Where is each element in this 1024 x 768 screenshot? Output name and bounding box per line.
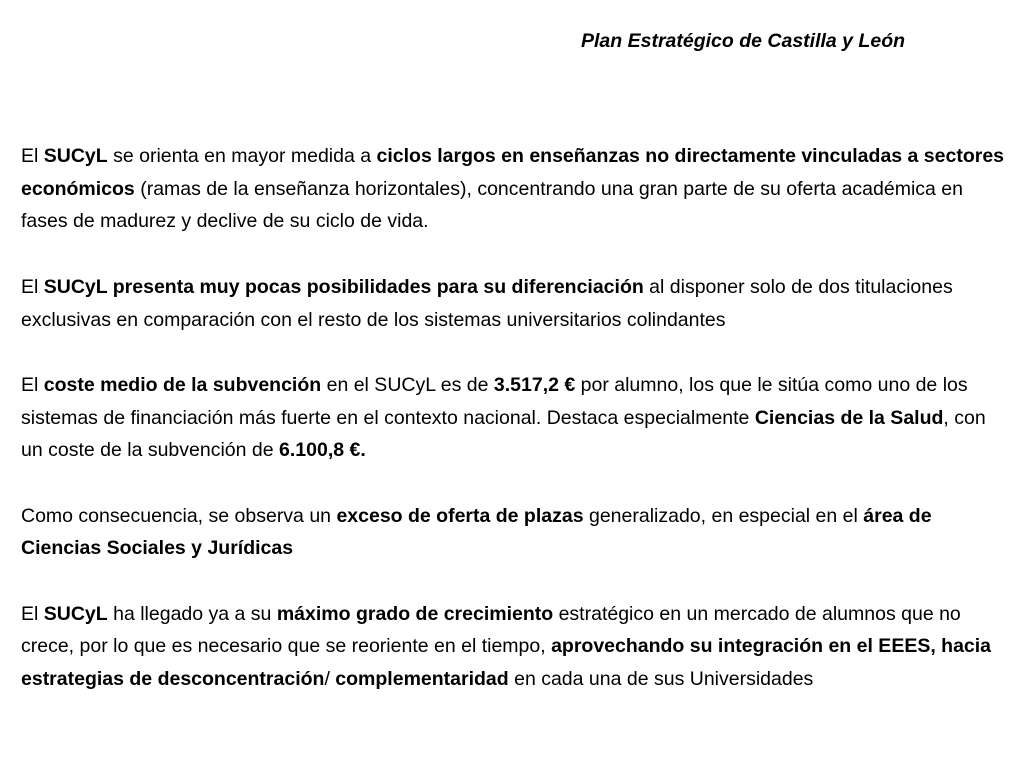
bold-text-run: exceso de oferta de plazas xyxy=(336,504,584,527)
bold-text-run: ciclos largos en enseñanzas no directamente vinculadas a sectores económicos xyxy=(21,145,1005,200)
text-run: Como consecuencia, se observa un xyxy=(21,504,337,527)
paragraph-growth xyxy=(21,598,1011,696)
document-body xyxy=(21,140,1011,696)
paragraph-sucyl-orientation xyxy=(21,140,1011,238)
text-run: por alumno, los que le sitúa como uno de los sistemas de financiación más fuerte en el contexto nacional. Destaca especialmente xyxy=(21,373,968,429)
text-run: ha llegado ya a su xyxy=(107,602,277,625)
paragraph-subsidy-cost xyxy=(21,369,1011,467)
bold-text-run: 6.100,8 €. xyxy=(279,439,366,462)
bold-text-run: aprovechando su integración en el EEES, hacia estrategias de desconcentración xyxy=(21,635,992,691)
text-run: , con un coste de la subvención de xyxy=(21,406,986,462)
text-run: (ramas de la enseñanza horizontales), concentrando una gran parte de su oferta académica en fases de madurez y declive de su ciclo de vida. xyxy=(21,177,963,233)
bold-text-run: SUCyL xyxy=(43,145,108,167)
page-header-title: Plan Estratégico de Castilla y León xyxy=(581,30,906,52)
text-run: El xyxy=(21,275,44,298)
paragraph-differentiation xyxy=(21,271,1011,336)
text-run: / xyxy=(324,668,336,691)
text-run: en cada una de sus Universidades xyxy=(508,668,814,691)
text-run: en el SUCyL es de xyxy=(321,373,494,396)
bold-text-run: complementaridad xyxy=(335,668,509,691)
text-run: al disponer solo de dos titulaciones exclusivas en comparación con el resto de los sistemas universitarios colindantes xyxy=(21,275,953,331)
text-run: El xyxy=(21,145,44,167)
bold-text-run: área de Ciencias Sociales y Jurídicas xyxy=(21,504,932,560)
text-run: estratégico en un mercado de alumnos que no crece, por lo que es necesario que se reoriente en el tiempo, xyxy=(21,602,961,658)
bold-text-run: Ciencias de la Salud xyxy=(754,406,944,429)
text-run: El xyxy=(21,602,44,625)
bold-text-run: 3.517,2 € xyxy=(493,373,576,396)
bold-text-run: máximo grado de crecimiento xyxy=(276,602,554,625)
bold-text-run: coste medio de la subvención xyxy=(43,373,322,396)
paragraph-excess-offer xyxy=(21,500,1011,565)
text-run: El xyxy=(21,373,44,396)
bold-text-run: SUCyL presenta muy pocas posibilidades para su diferenciación xyxy=(43,275,644,298)
text-run: generalizado, en especial en el xyxy=(583,504,864,527)
bold-text-run: SUCyL xyxy=(43,602,108,625)
text-run: se orienta en mayor medida a xyxy=(107,145,377,167)
